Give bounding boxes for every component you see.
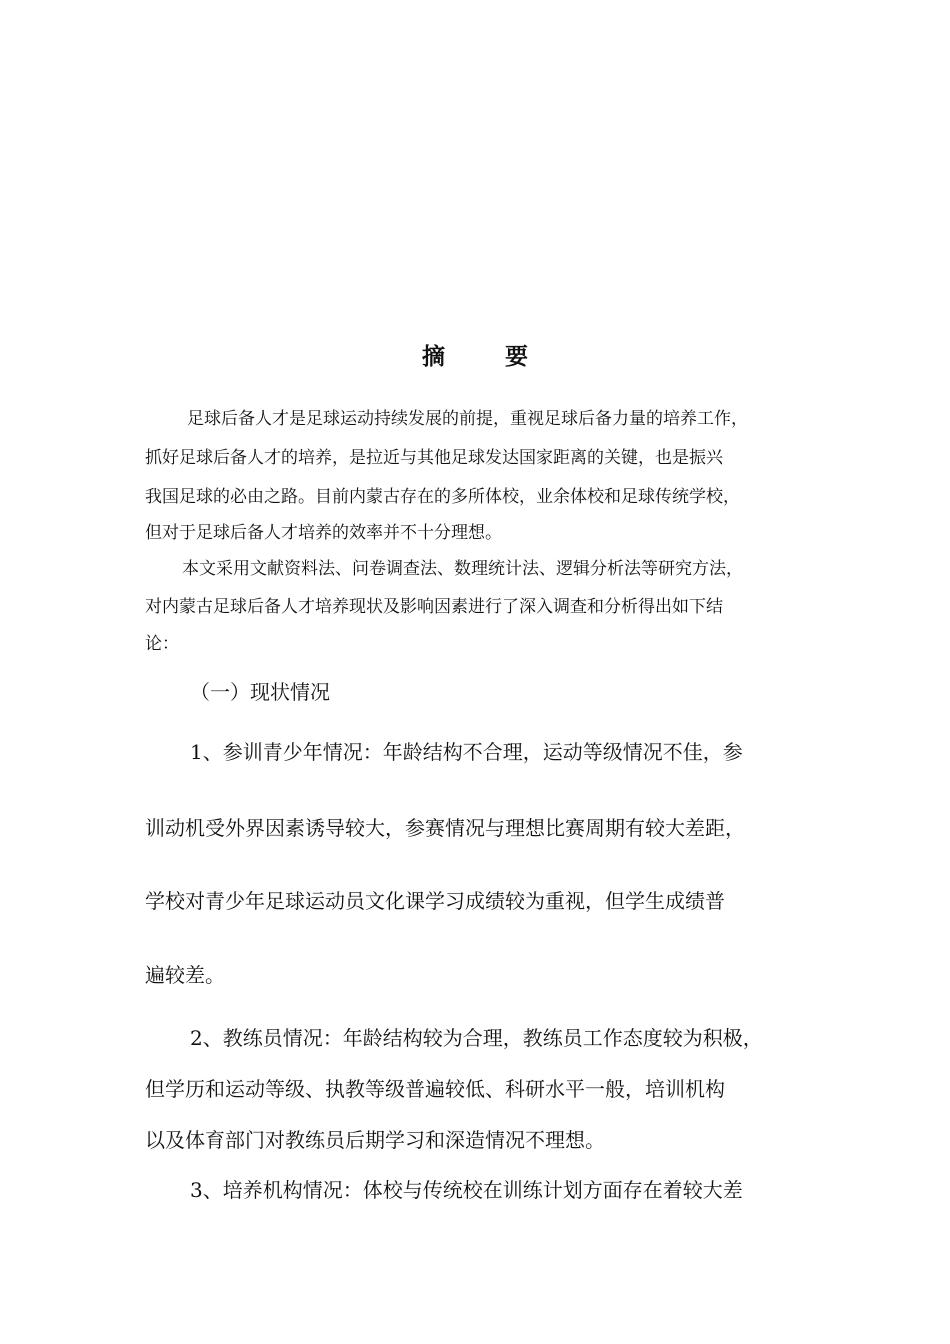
abstract-line-4: 但对于足球后备人才培养的效率并不十分理想。 [145, 523, 502, 543]
item3-line-1: 3、培养机构情况：体校与传统校在训练计划方面存在着较大差 [190, 1178, 743, 1202]
item1-line-2: 训动机受外界因素诱导较大，参赛情况与理想比赛周期有较大差距， [145, 816, 745, 840]
item1-line-4: 遍较差。 [145, 963, 225, 987]
abstract-line-2: 抓好足球后备人才的培养，是拉近与其他足球发达国家距离的关键，也是振兴 [145, 448, 723, 468]
item2-line-2: 但学历和运动等级、执教等级普遍较低、科研水平一般，培训机构 [145, 1077, 725, 1101]
item1-line-3: 学校对青少年足球运动员文化课学习成绩较为重视，但学生成绩普 [145, 889, 725, 913]
abstract-line-1: 足球后备人才是足球运动持续发展的前提，重视足球后备力量的培养工作， [187, 409, 748, 429]
abstract-line-3: 我国足球的必由之路。目前内蒙古存在的多所体校，业余体校和足球传统学校， [145, 487, 740, 507]
item1-line-1: 1、参训青少年情况：年龄结构不合理，运动等级情况不佳，参 [190, 740, 743, 764]
section-heading: （一）现状情况 [190, 680, 330, 704]
item2-line-1: 2、教练员情况：年龄结构较为合理，教练员工作态度较为积极， [190, 1026, 763, 1050]
abstract-line-7: 论： [145, 634, 179, 654]
abstract-line-6: 对内蒙古足球后备人才培养现状及影响因素进行了深入调查和分析得出如下结 [145, 597, 723, 617]
item2-line-3: 以及体育部门对教练员后期学习和深造情况不理想。 [145, 1128, 605, 1152]
abstract-line-5: 本文采用文献资料法、问卷调查法、数理统计法、逻辑分析法等研究方法， [182, 559, 743, 579]
page-title: 摘 要 [421, 344, 554, 370]
